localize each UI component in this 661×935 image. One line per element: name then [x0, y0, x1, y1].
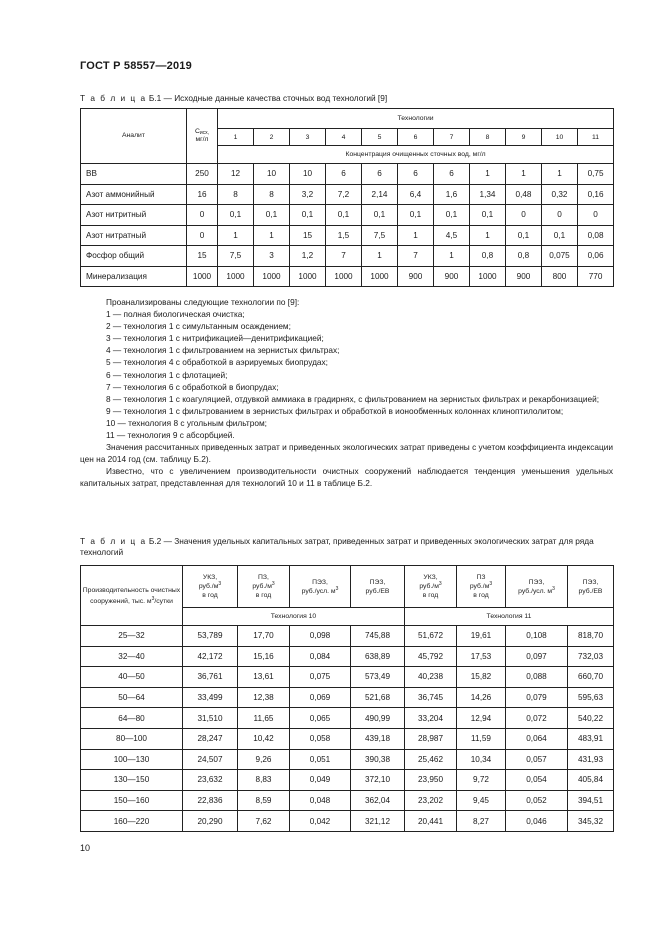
source-water-quality-table: [80, 108, 614, 287]
analit-name: Азот нитритный: [81, 205, 187, 226]
cost-cell: 0,058: [290, 728, 351, 749]
concentration-cell: 1,34: [470, 184, 506, 205]
cost-cell: 390,38: [351, 749, 405, 770]
productivity-range: 50—64: [81, 687, 183, 708]
header-c-main: С: [194, 128, 200, 135]
cost-cell: 23,950: [405, 770, 457, 791]
cost-cell: 9,72: [457, 770, 506, 791]
header-productivity-text: Производительность очистных сооружений, тыс. м: [82, 586, 181, 605]
concentration-cell: 1,5: [326, 225, 362, 246]
concentration-cell: 1: [254, 225, 290, 246]
cost-cell: 573,49: [351, 667, 405, 688]
cost-cell: 25,462: [405, 749, 457, 770]
tech-number-8: 8: [470, 129, 506, 146]
cost-cell: 11,59: [457, 728, 506, 749]
table-row: [81, 205, 614, 226]
cost-cell: 9,26: [238, 749, 290, 770]
table-row: [81, 646, 614, 667]
cost-cell: 31,510: [183, 708, 238, 729]
cost-cell: 20,290: [183, 811, 238, 832]
cost-cell: 0,054: [506, 770, 568, 791]
initial-concentration: 0: [187, 205, 218, 226]
cost-cell: 13,61: [238, 667, 290, 688]
cost-cell: 10,42: [238, 728, 290, 749]
cost-cell: 0,088: [506, 667, 568, 688]
concentration-cell: 1000: [326, 266, 362, 287]
concentration-cell: 1000: [470, 266, 506, 287]
header-productivity-end: /сутки: [154, 597, 173, 605]
technology-item: 8 — технология 1 с коагуляцией, отдувкой аммиака в градирнях, с фильтрованием на зернистых фильтрах и рекарбонизацией;: [106, 393, 600, 404]
concentration-cell: 4,5: [434, 225, 470, 246]
concentration-cell: 7,5: [218, 246, 254, 267]
concentration-cell: 900: [506, 266, 542, 287]
productivity-range: 150—160: [81, 790, 183, 811]
initial-concentration: 1000: [187, 266, 218, 287]
analit-name: Азот нитратный: [81, 225, 187, 246]
header-productivity: [81, 566, 183, 626]
cost-cell: 42,172: [183, 646, 238, 667]
table-row: [81, 728, 614, 749]
initial-concentration: 16: [187, 184, 218, 205]
productivity-range: 64—80: [81, 708, 183, 729]
header-ukz-10: УКЗ, $руб./м^3$ в год: [183, 566, 238, 608]
header-pez-eb-11: ПЭЗ, руб./ЕВ: [568, 566, 614, 608]
cost-cell: 15,82: [457, 667, 506, 688]
technology-item: 1 — полная биологическая очистка;: [106, 309, 245, 320]
tech-number-4: 4: [326, 129, 362, 146]
cost-cell: 345,32: [568, 811, 614, 832]
header-c-unit: мг/л: [195, 136, 209, 143]
table-row: [81, 749, 614, 770]
header-technology-11: Технология 11: [405, 608, 614, 626]
initial-concentration: 250: [187, 164, 218, 185]
cost-cell: 521,68: [351, 687, 405, 708]
concentration-cell: 0,8: [470, 246, 506, 267]
concentration-cell: 6,4: [398, 184, 434, 205]
table1-caption-text: Б.1 — Исходные данные качества сточных вод технологий [9]: [148, 93, 388, 103]
header-ukz-11: УКЗ, $руб./м^3$ в год: [405, 566, 457, 608]
table-row: [81, 811, 614, 832]
concentration-cell: 1: [506, 164, 542, 185]
table2-caption: [80, 536, 620, 558]
cost-cell: 0,079: [506, 687, 568, 708]
header-analit: Аналит: [81, 109, 187, 164]
cost-cell: 33,204: [405, 708, 457, 729]
tech-number-5: 5: [362, 129, 398, 146]
concentration-cell: 0,075: [542, 246, 578, 267]
concentration-cell: 8: [218, 184, 254, 205]
tech-number-1: 1: [218, 129, 254, 146]
technology-item: 11 — технология 9 с абсорбцией.: [106, 430, 235, 441]
cost-cell: 660,70: [568, 667, 614, 688]
cost-cell: 23,202: [405, 790, 457, 811]
technologies-intro: Проанализированы следующие технологии по [9]:: [106, 297, 300, 307]
cost-cell: 321,12: [351, 811, 405, 832]
cost-cell: 17,70: [238, 626, 290, 647]
cost-cell: 490,99: [351, 708, 405, 729]
cost-cell: 51,672: [405, 626, 457, 647]
concentration-cell: 900: [398, 266, 434, 287]
technology-item: 4 — технология 1 с фильтрованием на зернистых фильтрах;: [106, 345, 340, 356]
tech-number-3: 3: [290, 129, 326, 146]
cost-cell: 28,247: [183, 728, 238, 749]
concentration-cell: 1000: [218, 266, 254, 287]
productivity-range: 130—150: [81, 770, 183, 791]
cost-cell: 33,499: [183, 687, 238, 708]
cost-cell: 0,052: [506, 790, 568, 811]
concentration-cell: 7,2: [326, 184, 362, 205]
concentration-cell: 0,1: [290, 205, 326, 226]
concentration-cell: 1: [398, 225, 434, 246]
table-row: [81, 687, 614, 708]
cost-cell: 28,987: [405, 728, 457, 749]
cost-cell: 40,238: [405, 667, 457, 688]
concentration-cell: 2,14: [362, 184, 398, 205]
concentration-cell: 7: [398, 246, 434, 267]
technologies-description: [80, 296, 613, 490]
table-row: [81, 626, 614, 647]
cost-cell: 24,507: [183, 749, 238, 770]
cost-cell: 0,048: [290, 790, 351, 811]
technology-item: 2 — технология 1 с симультанным осаждением;: [106, 321, 291, 332]
analit-name: ВВ: [81, 164, 187, 185]
concentration-cell: 1000: [254, 266, 290, 287]
concentration-cell: 1: [434, 246, 470, 267]
header-c-initial: [187, 109, 218, 164]
cost-cell: 483,91: [568, 728, 614, 749]
table-row: [81, 708, 614, 729]
paragraph-indexation: Значения рассчитанных приведенных затрат и приведенных экологических затрат приведены с учетом коэффициента индексации цен на 2014 год (см. таблицу Б.2).: [80, 442, 613, 465]
concentration-cell: 0,8: [506, 246, 542, 267]
concentration-cell: 1000: [362, 266, 398, 287]
header-productivity-sup: 3: [151, 595, 155, 602]
technology-item: 3 — технология 1 с нитрификацией—денитрификацией;: [106, 333, 324, 344]
concentration-cell: 0,75: [578, 164, 614, 185]
cost-cell: 0,084: [290, 646, 351, 667]
initial-concentration: 0: [187, 225, 218, 246]
table1-caption-prefix: Т а б л и ц а: [80, 93, 147, 103]
header-c-sub: исх,: [199, 130, 210, 136]
concentration-cell: 6: [398, 164, 434, 185]
concentration-cell: 1,6: [434, 184, 470, 205]
productivity-range: 80—100: [81, 728, 183, 749]
cost-cell: 12,94: [457, 708, 506, 729]
concentration-cell: 15: [290, 225, 326, 246]
tech-number-10: 10: [542, 129, 578, 146]
cost-cell: 11,65: [238, 708, 290, 729]
concentration-cell: 3: [254, 246, 290, 267]
cost-cell: 17,53: [457, 646, 506, 667]
cost-cell: 732,03: [568, 646, 614, 667]
header-pz-10: ПЗ, $руб./м^3$ в год: [238, 566, 290, 608]
paragraph-capital-costs: Известно, что с увеличением производительности очистных сооружений наблюдается тенденция уменьшения удельных капитальных затрат, представленная для технологий 10 и 11 в таблице Б.2.: [80, 466, 613, 489]
tech-number-2: 2: [254, 129, 290, 146]
concentration-cell: 0,1: [362, 205, 398, 226]
cost-cell: 8,27: [457, 811, 506, 832]
concentration-cell: 800: [542, 266, 578, 287]
technology-item: 7 — технология 6 с обработкой в биопрудах;: [106, 381, 279, 392]
cost-cell: 36,761: [183, 667, 238, 688]
cost-cell: 0,065: [290, 708, 351, 729]
table1-caption: [80, 93, 387, 104]
cost-cell: 540,22: [568, 708, 614, 729]
table-row: [81, 164, 614, 185]
technology-item: 6 — технология 1 с флотацией;: [106, 369, 228, 380]
productivity-range: 32—40: [81, 646, 183, 667]
productivity-range: 40—50: [81, 667, 183, 688]
cost-cell: 638,89: [351, 646, 405, 667]
concentration-cell: 1: [470, 164, 506, 185]
page-number: 10: [80, 843, 91, 853]
concentration-cell: 12: [218, 164, 254, 185]
cost-cell: 12,38: [238, 687, 290, 708]
tech-number-7: 7: [434, 129, 470, 146]
cost-cell: 0,051: [290, 749, 351, 770]
technologies-list: [80, 308, 613, 441]
cost-cell: 14,26: [457, 687, 506, 708]
cost-cell: 10,34: [457, 749, 506, 770]
cost-cell: 818,70: [568, 626, 614, 647]
cost-cell: 745,88: [351, 626, 405, 647]
concentration-cell: 1: [542, 164, 578, 185]
table-row: [81, 246, 614, 267]
cost-cell: 0,046: [506, 811, 568, 832]
header-pez-11: ПЭЗ, руб./усл. $м^3$: [506, 566, 568, 608]
header-concentration: Концентрация очищенных сточных вод, мг/л: [218, 146, 614, 164]
header-pz-11: ПЗ $руб./м^3$ в год: [457, 566, 506, 608]
costs-table: [80, 565, 614, 832]
cost-cell: 15,16: [238, 646, 290, 667]
tech-number-11: 11: [578, 129, 614, 146]
cost-cell: 362,04: [351, 790, 405, 811]
table-row: [81, 225, 614, 246]
document-code: ГОСТ Р 58557—2019: [80, 60, 192, 72]
concentration-cell: 1,2: [290, 246, 326, 267]
analit-name: Фосфор общий: [81, 246, 187, 267]
cost-cell: 8,59: [238, 790, 290, 811]
concentration-cell: 0,1: [434, 205, 470, 226]
cost-cell: 0,108: [506, 626, 568, 647]
concentration-cell: 0,16: [578, 184, 614, 205]
tech-number-9: 9: [506, 129, 542, 146]
concentration-cell: 0,1: [470, 205, 506, 226]
concentration-cell: 0,06: [578, 246, 614, 267]
concentration-cell: 1000: [290, 266, 326, 287]
cost-cell: 20,441: [405, 811, 457, 832]
concentration-cell: 8: [254, 184, 290, 205]
concentration-cell: 7,5: [362, 225, 398, 246]
concentration-cell: 0,1: [254, 205, 290, 226]
concentration-cell: 0: [578, 205, 614, 226]
cost-cell: 36,745: [405, 687, 457, 708]
initial-concentration: 15: [187, 246, 218, 267]
cost-cell: 0,049: [290, 770, 351, 791]
productivity-range: 100—130: [81, 749, 183, 770]
concentration-cell: 0,32: [542, 184, 578, 205]
cost-cell: 372,10: [351, 770, 405, 791]
table-row: [81, 266, 614, 287]
concentration-cell: 0,48: [506, 184, 542, 205]
table-row: [81, 770, 614, 791]
cost-cell: 45,792: [405, 646, 457, 667]
table-row: [81, 667, 614, 688]
concentration-cell: 1: [470, 225, 506, 246]
concentration-cell: 770: [578, 266, 614, 287]
concentration-cell: 0: [542, 205, 578, 226]
concentration-cell: 0,1: [326, 205, 362, 226]
cost-cell: 23,632: [183, 770, 238, 791]
header-pez-10: ПЭЗ, руб./усл. $м^3$: [290, 566, 351, 608]
concentration-cell: 3,2: [290, 184, 326, 205]
cost-cell: 0,097: [506, 646, 568, 667]
tech-number-6: 6: [398, 129, 434, 146]
cost-cell: 405,84: [568, 770, 614, 791]
table-row: [81, 790, 614, 811]
cost-cell: 595,63: [568, 687, 614, 708]
concentration-cell: 0,1: [218, 205, 254, 226]
cost-cell: 439,18: [351, 728, 405, 749]
cost-cell: 0,072: [506, 708, 568, 729]
technology-item: 10 — технология 8 с угольным фильтром;: [106, 417, 267, 428]
concentration-cell: 0,1: [542, 225, 578, 246]
header-pez-eb-10: ПЭЗ, руб./ЕВ: [351, 566, 405, 608]
cost-cell: 0,064: [506, 728, 568, 749]
concentration-cell: 0,08: [578, 225, 614, 246]
cost-cell: 0,069: [290, 687, 351, 708]
analit-name: Минерализация: [81, 266, 187, 287]
cost-cell: 431,93: [568, 749, 614, 770]
concentration-cell: 6: [434, 164, 470, 185]
header-technology-10: Технология 10: [183, 608, 405, 626]
cost-cell: 0,042: [290, 811, 351, 832]
concentration-cell: 0,1: [398, 205, 434, 226]
cost-cell: 7,62: [238, 811, 290, 832]
header-technologies: Технологии: [218, 109, 614, 129]
concentration-cell: 10: [290, 164, 326, 185]
table-row: [81, 184, 614, 205]
concentration-cell: 0: [506, 205, 542, 226]
concentration-cell: 6: [326, 164, 362, 185]
concentration-cell: 1: [362, 246, 398, 267]
concentration-cell: 7: [326, 246, 362, 267]
cost-cell: 0,057: [506, 749, 568, 770]
table2-caption-prefix: Т а б л и ц а: [80, 536, 147, 546]
concentration-cell: 900: [434, 266, 470, 287]
concentration-cell: 10: [254, 164, 290, 185]
cost-cell: 0,075: [290, 667, 351, 688]
cost-cell: 9,45: [457, 790, 506, 811]
technology-item: 9 — технология 1 с фильтрованием в зернистых фильтрах и обработкой в ионообменных колоннах клиноптилолитом;: [106, 405, 564, 416]
cost-cell: 0,098: [290, 626, 351, 647]
concentration-cell: 1: [218, 225, 254, 246]
cost-cell: 8,83: [238, 770, 290, 791]
technology-item: 5 — технология 4 с обработкой в аэрируемых биопрудах;: [106, 357, 328, 368]
cost-cell: 394,51: [568, 790, 614, 811]
concentration-cell: 0,1: [506, 225, 542, 246]
table2-caption-text: Б.2 — Значения удельных капитальных затрат, приведенных затрат и приведенных экологических затрат для ряда технологий: [80, 536, 594, 557]
productivity-range: 160—220: [81, 811, 183, 832]
analit-name: Азот аммонийный: [81, 184, 187, 205]
cost-cell: 22,836: [183, 790, 238, 811]
cost-cell: 53,789: [183, 626, 238, 647]
cost-cell: 19,61: [457, 626, 506, 647]
productivity-range: 25—32: [81, 626, 183, 647]
concentration-cell: 6: [362, 164, 398, 185]
